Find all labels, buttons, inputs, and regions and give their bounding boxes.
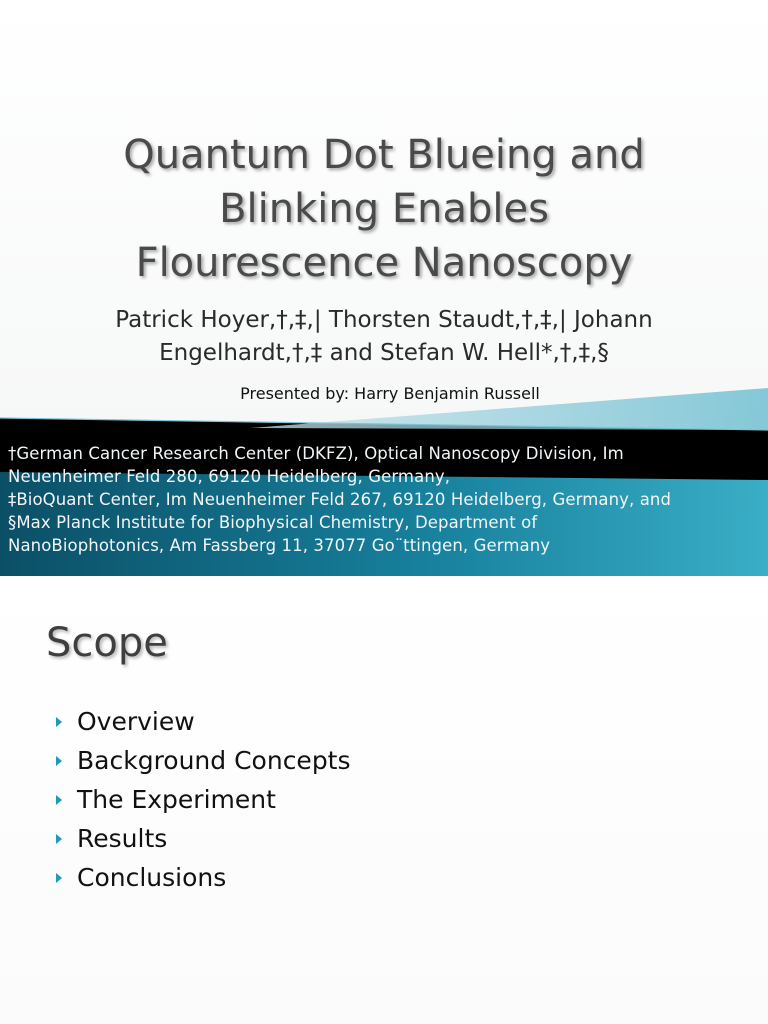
title-line: Flourescence Nanoscopy bbox=[135, 240, 633, 286]
authors-line: Patrick Hoyer,†,‡,| Thorsten Staudt,†,‡,| Johann bbox=[115, 307, 653, 333]
bullet-text: Results bbox=[77, 824, 168, 853]
bullet-text: The Experiment bbox=[77, 785, 276, 814]
bullet-text: Background Concepts bbox=[77, 746, 351, 775]
list-item bbox=[56, 741, 351, 780]
list-item bbox=[56, 819, 351, 858]
bullet-text: Overview bbox=[77, 707, 195, 736]
affiliation-line: †German Cancer Research Center (DKFZ), Optical Nanoscopy Division, Im bbox=[8, 444, 624, 463]
affiliation-line: Neuenheimer Feld 280, 69120 Heidelberg, Germany, bbox=[8, 467, 451, 486]
affiliation-line: NanoBiophotonics, Am Fassberg 11, 37077 Go¨ttingen, Germany bbox=[8, 536, 551, 555]
authors bbox=[40, 304, 728, 370]
scope-bullet-list bbox=[56, 702, 351, 897]
affiliation-line: §Max Planck Institute for Biophysical Chemistry, Department of bbox=[8, 513, 538, 532]
presenter-line: Presented by: Harry Benjamin Russell bbox=[240, 384, 540, 403]
list-item bbox=[56, 702, 351, 741]
arrow-right-icon bbox=[56, 756, 62, 766]
affiliations bbox=[8, 442, 763, 557]
scope-slide bbox=[0, 576, 768, 1024]
list-item bbox=[56, 858, 351, 897]
slide-title bbox=[40, 128, 728, 290]
authors-line: Engelhardt,†,‡ and Stefan W. Hell*,†,‡,§ bbox=[159, 340, 609, 366]
affiliation-line: ‡BioQuant Center, Im Neuenheimer Feld 267, 69120 Heidelberg, Germany, and bbox=[8, 490, 672, 509]
scope-title: Scope bbox=[46, 620, 168, 666]
arrow-right-icon bbox=[56, 717, 62, 727]
arrow-right-icon bbox=[56, 795, 62, 805]
title-line: Blinking Enables bbox=[219, 186, 549, 232]
title-line: Quantum Dot Blueing and bbox=[123, 132, 645, 178]
list-item bbox=[56, 780, 351, 819]
arrow-right-icon bbox=[56, 873, 62, 883]
arrow-right-icon bbox=[56, 834, 62, 844]
bullet-text: Conclusions bbox=[77, 863, 227, 892]
